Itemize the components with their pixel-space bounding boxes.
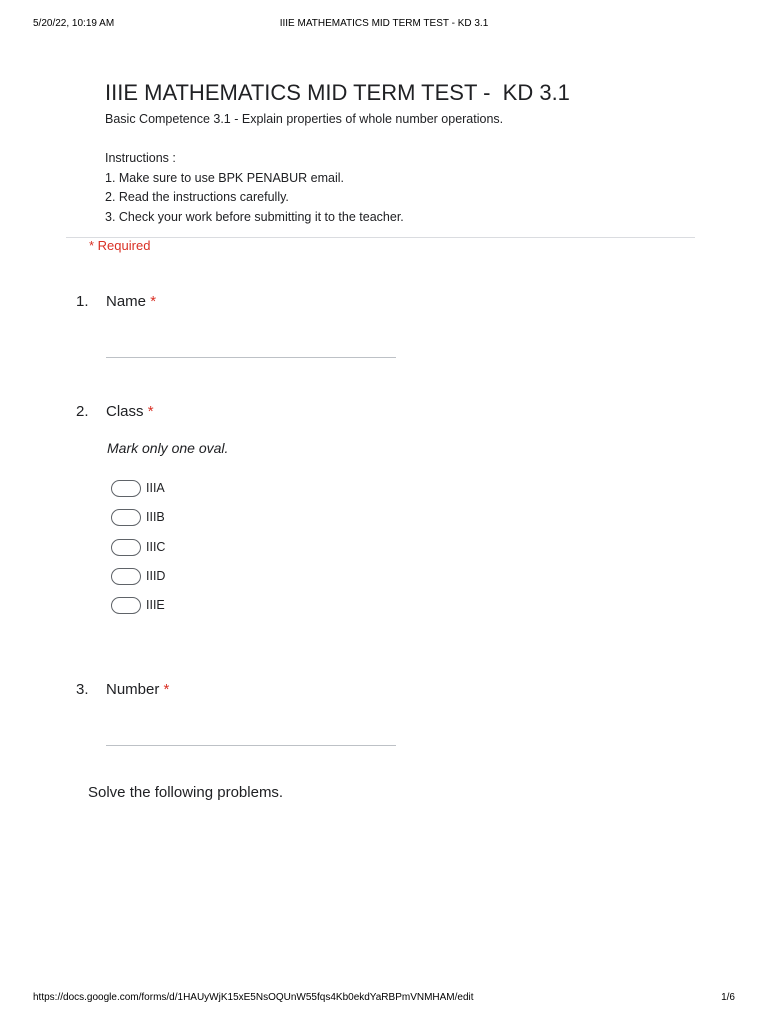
- description-line: Basic Competence 3.1 - Explain properties of whole number operations.: [105, 112, 504, 126]
- number-answer-field[interactable]: [106, 745, 396, 746]
- section-heading: Solve the following problems.: [88, 784, 284, 801]
- print-doc-title: IIIE MATHEMATICS MID TERM TEST - KD 3.1: [279, 18, 489, 29]
- description-line: 3. Check your work before submitting it to the teacher.: [105, 209, 404, 224]
- question-label-class: [106, 403, 154, 420]
- class-option[interactable]: [111, 508, 165, 526]
- question-hint: Mark only one oval.: [107, 440, 229, 456]
- radio-oval[interactable]: [111, 539, 141, 556]
- description-line: [105, 130, 503, 150]
- page-number: 1/6: [721, 992, 735, 1003]
- header-divider: [66, 237, 695, 238]
- question-number: 2.: [76, 403, 89, 420]
- required-star: *: [150, 293, 157, 310]
- class-option[interactable]: [111, 567, 165, 585]
- radio-oval[interactable]: [111, 568, 141, 585]
- option-label: IIIA: [146, 481, 165, 495]
- question-number: 3.: [76, 681, 89, 698]
- print-header: [33, 18, 735, 32]
- option-label: IIID: [146, 569, 166, 583]
- print-date: 5/20/22, 10:19 AM: [33, 18, 115, 29]
- question-text: Name: [106, 293, 147, 310]
- class-option[interactable]: [111, 479, 165, 497]
- required-note: * Required: [89, 238, 151, 253]
- option-label: IIIB: [146, 510, 165, 524]
- required-star: *: [147, 403, 154, 420]
- radio-oval[interactable]: [111, 597, 141, 614]
- form-title: IIIE MATHEMATICS MID TERM TEST - KD 3.1: [105, 80, 570, 105]
- description-line: 2. Read the instructions carefully.: [105, 190, 289, 204]
- required-star: *: [163, 681, 170, 698]
- question-text: Class: [106, 403, 144, 420]
- option-label: IIIC: [146, 540, 166, 554]
- print-url: https://docs.google.com/forms/d/1HAUyWjK15xE5NsOQUnW55fqs4Kb0ekdYaRBPmVNMHAM/edit: [33, 992, 474, 1003]
- class-option[interactable]: [111, 596, 165, 614]
- question-label-name: [106, 293, 156, 310]
- radio-oval[interactable]: [111, 509, 141, 526]
- class-option[interactable]: [111, 538, 165, 556]
- option-label: IIIE: [146, 598, 165, 612]
- print-footer: [33, 992, 735, 1006]
- description-line: Instructions :: [105, 151, 176, 165]
- name-answer-field[interactable]: [106, 357, 396, 358]
- radio-oval[interactable]: [111, 480, 141, 497]
- question-label-number: [106, 681, 169, 698]
- form-description: [105, 110, 503, 227]
- description-line: 1. Make sure to use BPK PENABUR email.: [105, 170, 344, 185]
- question-text: Number: [106, 681, 160, 698]
- question-number: 1.: [76, 293, 89, 310]
